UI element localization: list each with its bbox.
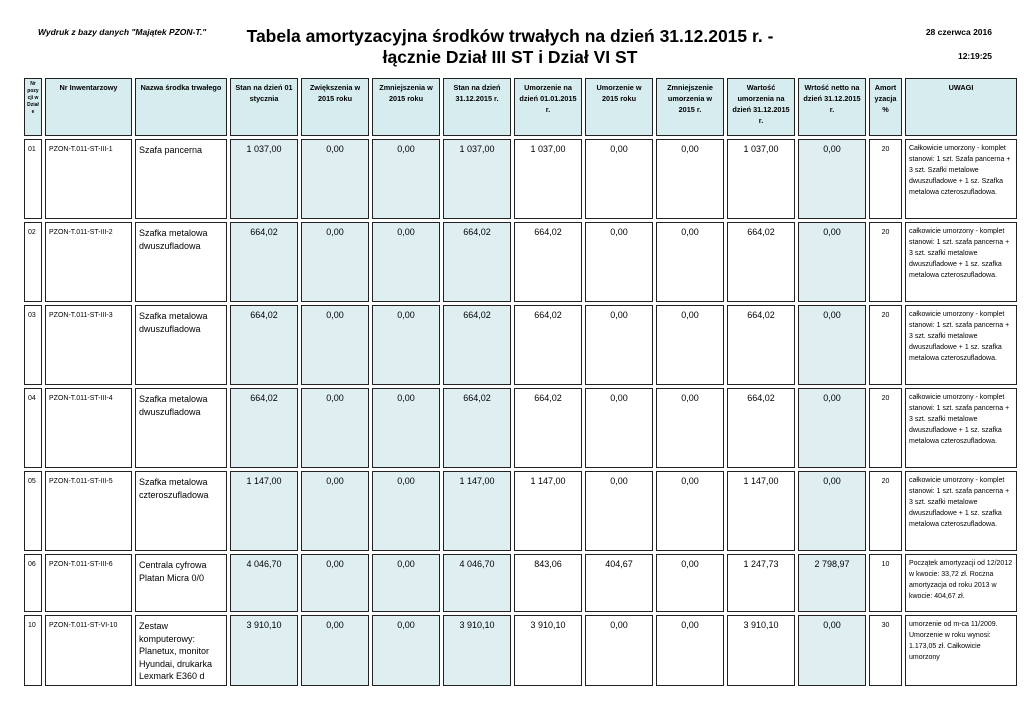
cell-name: Zestaw komputerowy: Planetux, monitor Hyundai, drukarka Lexmark E360 d [135, 615, 227, 686]
report-date: 28 czerwca 2016 [925, 27, 992, 37]
cell-notes: Początek amortyzacji od 12/2012 w kwocie: 33,72 zł. Roczna amortyzacja od roku 2013 w kwocie: 404,67 zł. [905, 554, 1017, 612]
cell-notes: całkowicie umorzony - komplet stanowi: 1 szt. szafa pancerna + 3 szt. szafki metalowe dwuszufladowe + 1 sz. szafka metalowa czteroszufladowa. [905, 388, 1017, 468]
cell-increases: 0,00 [301, 554, 369, 612]
col-dep-decrease: Zmniejszenie umorzenia w 2015 r. [656, 78, 724, 136]
cell-rate: 20 [869, 222, 902, 302]
cell-rate: 10 [869, 554, 902, 612]
col-dep-start: Umorzenie na dzień 01.01.2015 r. [514, 78, 582, 136]
cell-rate: 20 [869, 139, 902, 219]
cell-dep-start: 1 147,00 [514, 471, 582, 551]
cell-no: 02 [24, 222, 42, 302]
cell-end: 1 037,00 [443, 139, 511, 219]
cell-inventory: PZON-T.011-ST-III-5 [45, 471, 132, 551]
cell-dep-year: 0,00 [585, 139, 653, 219]
cell-name: Szafka metalowa dwuszufladowa [135, 388, 227, 468]
cell-increases: 0,00 [301, 222, 369, 302]
col-asset-name: Nazwa środka trwałego [135, 78, 227, 136]
table-row [24, 388, 1017, 468]
cell-increases: 0,00 [301, 615, 369, 686]
cell-dep-year: 0,00 [585, 471, 653, 551]
cell-net: 0,00 [798, 471, 866, 551]
cell-rate: 20 [869, 471, 902, 551]
cell-dep-year: 0,00 [585, 615, 653, 686]
cell-end: 3 910,10 [443, 615, 511, 686]
cell-rate: 20 [869, 388, 902, 468]
cell-dep-year: 0,00 [585, 388, 653, 468]
cell-dep-decrease: 0,00 [656, 139, 724, 219]
cell-inventory: PZON-T.011-ST-VI-10 [45, 615, 132, 686]
cell-start: 1 147,00 [230, 471, 298, 551]
cell-dep-start: 664,02 [514, 305, 582, 385]
cell-name: Szafka metalowa czteroszufladowa [135, 471, 227, 551]
col-inventory-number: Nr Inwentarzowy [45, 78, 132, 136]
cell-net: 0,00 [798, 388, 866, 468]
cell-dep-total: 664,02 [727, 305, 795, 385]
cell-end: 664,02 [443, 388, 511, 468]
cell-dep-total: 1 037,00 [727, 139, 795, 219]
cell-name: Szafka metalowa dwuszufladowa [135, 222, 227, 302]
cell-inventory: PZON-T.011-ST-III-3 [45, 305, 132, 385]
cell-start: 664,02 [230, 305, 298, 385]
table-row [24, 305, 1017, 385]
cell-decreases: 0,00 [372, 388, 440, 468]
cell-start: 1 037,00 [230, 139, 298, 219]
cell-dep-start: 664,02 [514, 388, 582, 468]
cell-start: 664,02 [230, 222, 298, 302]
cell-rate: 20 [869, 305, 902, 385]
cell-notes: całkowicie umorzony - komplet stanowi: 1 szt. szafa pancerna + 3 szt. szafki metalowe dwuszufladowe + 1 sz. szafka metalowa czteroszufladowa. [905, 471, 1017, 551]
cell-net: 0,00 [798, 305, 866, 385]
cell-end: 664,02 [443, 222, 511, 302]
cell-no: 04 [24, 388, 42, 468]
table-row [24, 615, 1017, 686]
col-net-value: Wrtość netto na dzień 31.12.2015 r. [798, 78, 866, 136]
cell-end: 4 046,70 [443, 554, 511, 612]
cell-dep-decrease: 0,00 [656, 615, 724, 686]
col-decreases: Zmniejszenia w 2015 roku [372, 78, 440, 136]
cell-dep-total: 3 910,10 [727, 615, 795, 686]
report-source: Wydruk z bazy danych "Majątek PZON-T." [38, 27, 207, 37]
table-row [24, 222, 1017, 302]
header-row [24, 78, 1017, 136]
cell-decreases: 0,00 [372, 305, 440, 385]
cell-dep-start: 664,02 [514, 222, 582, 302]
cell-dep-total: 1 147,00 [727, 471, 795, 551]
table-row [24, 139, 1017, 219]
cell-dep-year: 404,67 [585, 554, 653, 612]
cell-inventory: PZON-T.011-ST-III-2 [45, 222, 132, 302]
cell-dep-total: 664,02 [727, 222, 795, 302]
cell-inventory: PZON-T.011-ST-III-1 [45, 139, 132, 219]
cell-name: Szafka metalowa dwuszufladowa [135, 305, 227, 385]
cell-dep-start: 3 910,10 [514, 615, 582, 686]
cell-dep-start: 843,06 [514, 554, 582, 612]
cell-increases: 0,00 [301, 471, 369, 551]
report-time: 12:19:25 [957, 51, 992, 61]
cell-notes: umorzenie od m-ca 11/2009. Umorzenie w roku wynosi: 1.173,05 zł. Całkowicie umorzony [905, 615, 1017, 686]
cell-net: 0,00 [798, 139, 866, 219]
cell-inventory: PZON-T.011-ST-III-6 [45, 554, 132, 612]
title-line-1: Tabela amortyzacyjna środków trwałych na dzień 31.12.2015 r. - [246, 26, 774, 46]
cell-end: 1 147,00 [443, 471, 511, 551]
cell-no: 03 [24, 305, 42, 385]
table-row [24, 554, 1017, 612]
cell-start: 3 910,10 [230, 615, 298, 686]
cell-rate: 30 [869, 615, 902, 686]
cell-increases: 0,00 [301, 305, 369, 385]
cell-no: 05 [24, 471, 42, 551]
cell-decreases: 0,00 [372, 139, 440, 219]
cell-inventory: PZON-T.011-ST-III-4 [45, 388, 132, 468]
cell-increases: 0,00 [301, 139, 369, 219]
cell-name: Szafa pancerna [135, 139, 227, 219]
cell-notes: całkowicie umorzony - komplet stanowi: 1 szt. szafa pancerna + 3 szt. szafki metalowe dwuszufladowe + 1 sz. szafka metalowa czteroszufladowa. [905, 305, 1017, 385]
cell-net: 0,00 [798, 222, 866, 302]
cell-dep-total: 1 247,73 [727, 554, 795, 612]
col-dep-year: Umorzenie w 2015 roku [585, 78, 653, 136]
cell-start: 4 046,70 [230, 554, 298, 612]
cell-dep-year: 0,00 [585, 305, 653, 385]
depreciation-table [21, 75, 1020, 689]
cell-dep-decrease: 0,00 [656, 388, 724, 468]
col-increases: Zwiększenia w 2015 roku [301, 78, 369, 136]
cell-net: 2 798,97 [798, 554, 866, 612]
table-row [24, 471, 1017, 551]
cell-increases: 0,00 [301, 388, 369, 468]
cell-dep-year: 0,00 [585, 222, 653, 302]
cell-net: 0,00 [798, 615, 866, 686]
col-rate: Amort yzacja % [869, 78, 902, 136]
cell-decreases: 0,00 [372, 554, 440, 612]
title-line-2: łącznie Dział III ST i Dział VI ST [382, 47, 638, 67]
col-nr: Nr pozy cji w Dział e [24, 78, 42, 136]
cell-no: 10 [24, 615, 42, 686]
cell-end: 664,02 [443, 305, 511, 385]
cell-dep-total: 664,02 [727, 388, 795, 468]
col-dep-total: Wartość umorzenia na dzień 31.12.2015 r. [727, 78, 795, 136]
cell-decreases: 0,00 [372, 222, 440, 302]
cell-notes: całkowicie umorzony - komplet stanowi: 1 szt. szafa pancerna + 3 szt. szafki metalowe dwuszufladowe + 1 sz. szafka metalowa czteroszufladowa. [905, 222, 1017, 302]
col-start-value: Stan na dzień 01 stycznia [230, 78, 298, 136]
cell-dep-start: 1 037,00 [514, 139, 582, 219]
col-end-value: Stan na dzień 31.12.2015 r. [443, 78, 511, 136]
cell-start: 664,02 [230, 388, 298, 468]
cell-decreases: 0,00 [372, 471, 440, 551]
cell-dep-decrease: 0,00 [656, 554, 724, 612]
cell-notes: Całkowicie umorzony - komplet stanowi: 1 szt. Szafa pancerna + 3 szt. Szafki metalowe dwuszufladowe + 1 sz. Szafka metalowa czteroszufladowa. [905, 139, 1017, 219]
cell-dep-decrease: 0,00 [656, 222, 724, 302]
cell-name: Centrala cyfrowa Platan Micra 0/0 [135, 554, 227, 612]
page-title [230, 26, 790, 68]
cell-decreases: 0,00 [372, 615, 440, 686]
cell-dep-decrease: 0,00 [656, 471, 724, 551]
cell-dep-decrease: 0,00 [656, 305, 724, 385]
col-notes: UWAGI [905, 78, 1017, 136]
cell-no: 06 [24, 554, 42, 612]
cell-no: 01 [24, 139, 42, 219]
